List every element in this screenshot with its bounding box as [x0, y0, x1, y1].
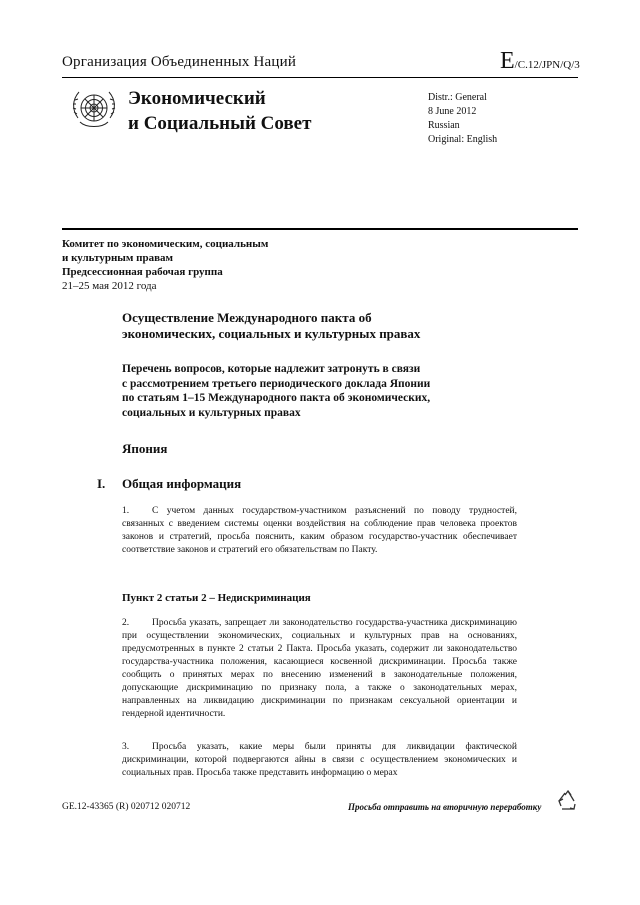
distr-original: Original: English: [428, 134, 498, 145]
subtitle-line-2: с рассмотрением третьего периодического доклада Японии: [122, 377, 431, 390]
section-heading: [97, 476, 241, 492]
country-heading: Япония: [122, 441, 168, 456]
subtitle-line-1: Перечень вопросов, которые надлежит затронуть в связи: [122, 363, 421, 375]
un-emblem-icon: [66, 84, 122, 134]
subtitle-line-4: социальных и культурных правах: [122, 406, 301, 419]
recycle-note: Просьба отправить на вторичную переработку: [348, 802, 542, 812]
distr-date: 8 June 2012: [428, 106, 477, 117]
council-name: [128, 86, 311, 136]
committee-name-1: Комитет по экономическим, социальным: [62, 238, 269, 250]
paragraph-1: [122, 505, 517, 557]
document-subtitle: [122, 362, 522, 420]
document-symbol: [500, 49, 580, 73]
section-number: I.: [97, 476, 106, 491]
title-line-1: Осуществление Международного пакта об: [122, 310, 372, 325]
title-line-2: экономических, социальных и культурных правах: [122, 326, 421, 341]
document-title: [122, 310, 522, 342]
paragraph-2-text: Просьба указать, запрещает ли законодательство государства-участника дискриминацию при осуществлении экономических, социальных и культурных прав на основаниях, предусмотренных в пункте 2 статьи 2 Пакта. Просьба указать, содержит ли законодательство государства-участника положения, касающиеся косвенной дискриминации. Просьба также сообщить о принятых мерах по внесению изменений в законодательные положения, допускающие дискриминацию по признаку пола, а также о законодательных мерах, направленных на ликвидацию дискриминации по признакам сексуальной ориентации и гендерной идентичности.: [122, 618, 517, 719]
committee-block: [62, 237, 392, 293]
job-number: GE.12-43365 (R) 020712 020712: [62, 802, 191, 812]
paragraph-1-number: 1.: [122, 506, 130, 516]
paragraph-3-text: Просьба указать, какие меры были приняты для ликвидации фактической дискриминации, которой подвергаются айны в связи с осуществлением экономических и социальных прав. Просьба также представить информацию о мерах: [122, 742, 517, 778]
header-rule: [62, 77, 578, 78]
distr-label: Distr.: General: [428, 92, 487, 103]
working-group: Предсессионная рабочая группа: [62, 266, 223, 278]
organization-name: Организация Объединенных Наций: [62, 54, 297, 70]
paragraph-3: [122, 741, 517, 780]
council-line-1: Экономический: [128, 88, 266, 109]
section-rule: [62, 228, 578, 230]
distribution-block: [428, 91, 497, 147]
paragraph-1-text: С учетом данных государством-участником разъяснений по поводу трудностей, связанных с введением системы оценки воздействия на соблюдение прав человека проектов законов и стратегий, просьба пояснить, каким образом государство-участник обеспечивает соответствие законов и стратегий его обязательствам по Пакту.: [122, 506, 517, 555]
subtitle-line-3: по статьям 1–15 Международного пакта об экономических,: [122, 392, 431, 404]
symbol-code: /C.12/JPN/Q/3: [514, 59, 580, 71]
recycle-icon: [557, 790, 579, 812]
paragraph-2-number: 2.: [122, 618, 130, 628]
session-dates: 21–25 мая 2012 года: [62, 280, 157, 292]
section-title: Общая информация: [122, 476, 242, 491]
symbol-letter: E: [500, 48, 515, 74]
distr-language: Russian: [428, 120, 460, 131]
paragraph-2: [122, 617, 517, 721]
committee-name-2: и культурным правам: [62, 252, 173, 264]
paragraph-3-number: 3.: [122, 742, 130, 752]
council-line-2: и Социальный Совет: [128, 113, 312, 134]
subsection-heading: Пункт 2 статьи 2 – Недискриминация: [122, 592, 311, 604]
